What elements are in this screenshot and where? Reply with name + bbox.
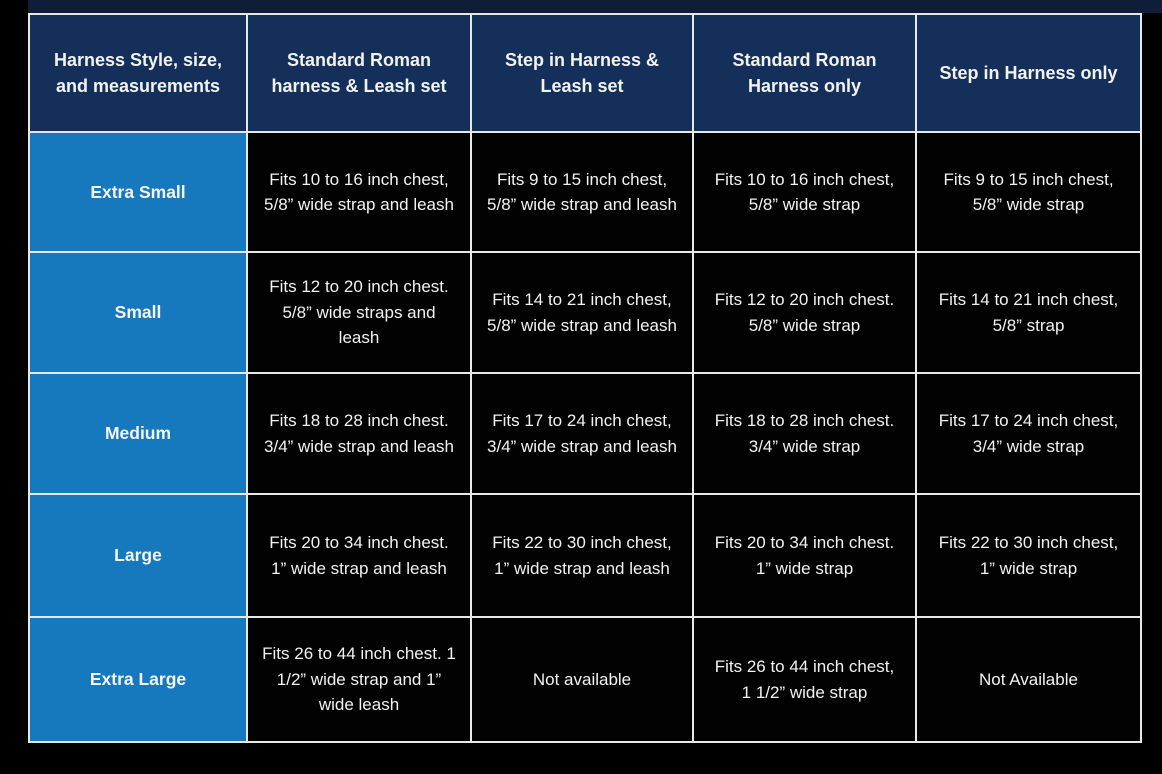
size-cell: Fits 12 to 20 inch chest. 5/8” wide strap [693, 252, 916, 373]
size-cell: Not Available [916, 617, 1141, 742]
row-label-extra-small: Extra Small [29, 132, 247, 252]
harness-size-table [28, 13, 1142, 743]
table-row-extra-small [29, 132, 1141, 252]
row-label-small: Small [29, 252, 247, 373]
size-cell: Fits 12 to 20 inch chest. 5/8” wide straps and leash [247, 252, 471, 373]
table-row-extra-large [29, 617, 1141, 742]
row-label-medium: Medium [29, 373, 247, 494]
row-label-extra-large: Extra Large [29, 617, 247, 742]
column-header-standard-roman-set: Standard Roman harness & Leash set [247, 14, 471, 132]
size-cell: Fits 9 to 15 inch chest, 5/8” wide strap [916, 132, 1141, 252]
table-row-small [29, 252, 1141, 373]
size-cell: Fits 17 to 24 inch chest, 3/4” wide strap and leash [471, 373, 693, 494]
size-cell: Fits 17 to 24 inch chest, 3/4” wide strap [916, 373, 1141, 494]
column-header-standard-roman-only: Standard Roman Harness only [693, 14, 916, 132]
size-cell: Not available [471, 617, 693, 742]
size-cell: Fits 14 to 21 inch chest, 5/8” strap [916, 252, 1141, 373]
table-row-medium [29, 373, 1141, 494]
size-cell: Fits 10 to 16 inch chest, 5/8” wide strap [693, 132, 916, 252]
column-header-step-in-set: Step in Harness & Leash set [471, 14, 693, 132]
size-cell: Fits 10 to 16 inch chest, 5/8” wide strap and leash [247, 132, 471, 252]
size-cell: Fits 9 to 15 inch chest, 5/8” wide strap and leash [471, 132, 693, 252]
size-cell: Fits 18 to 28 inch chest. 3/4” wide strap [693, 373, 916, 494]
size-cell: Fits 26 to 44 inch chest. 1 1/2” wide strap and 1” wide leash [247, 617, 471, 742]
size-cell: Fits 22 to 30 inch chest, 1” wide strap [916, 494, 1141, 617]
size-cell: Fits 18 to 28 inch chest. 3/4” wide strap and leash [247, 373, 471, 494]
column-header-step-in-only: Step in Harness only [916, 14, 1141, 132]
row-label-large: Large [29, 494, 247, 617]
size-cell: Fits 22 to 30 inch chest, 1” wide strap and leash [471, 494, 693, 617]
size-cell: Fits 20 to 34 inch chest. 1” wide strap and leash [247, 494, 471, 617]
column-header-harness-style: Harness Style, size, and measurements [29, 14, 247, 132]
top-navy-strip [28, 0, 1162, 13]
table-header-row [29, 14, 1141, 132]
size-cell: Fits 14 to 21 inch chest, 5/8” wide strap and leash [471, 252, 693, 373]
size-cell: Fits 20 to 34 inch chest. 1” wide strap [693, 494, 916, 617]
size-cell: Fits 26 to 44 inch chest, 1 1/2” wide strap [693, 617, 916, 742]
table-row-large [29, 494, 1141, 617]
